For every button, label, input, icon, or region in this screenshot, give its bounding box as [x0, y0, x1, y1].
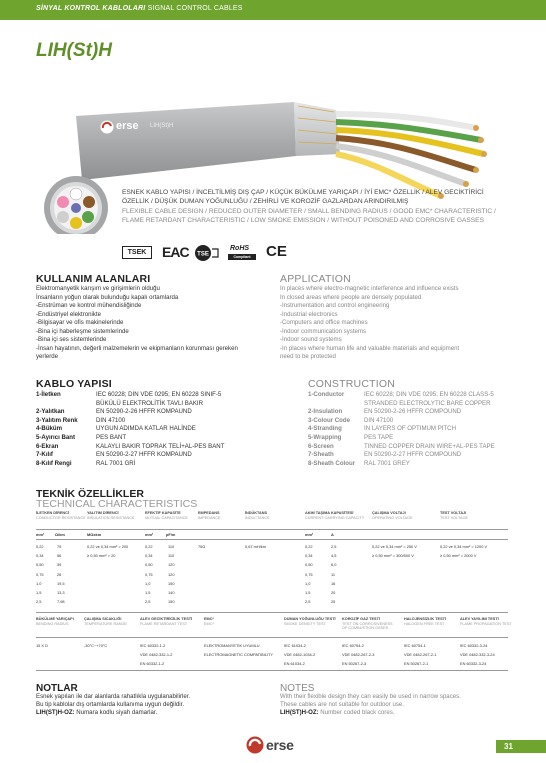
list-item: In places where electro-magnetic interference and influence exists [280, 285, 459, 292]
construction-table-en [308, 391, 538, 468]
table-row [308, 408, 538, 417]
row-key [308, 400, 364, 409]
table-row [308, 434, 538, 443]
row-key: 3-Yalıtım Renk [36, 416, 78, 424]
table-divider [36, 612, 508, 613]
list-item: -Bilgisayar ve ofis makinelerinde [36, 319, 124, 326]
notes-tr [36, 693, 272, 718]
construction-title-en: CONSTRUCTION [308, 378, 395, 390]
list-item: -İnsan hayatının, değerli malzemelerin ve ekipmanların korunması gereken [36, 344, 238, 352]
unit-cell: MΩxkm [87, 532, 102, 537]
row-key: 7-Sheath [308, 451, 334, 459]
table-cell: 120 [168, 571, 175, 577]
test-voltage-cell: ≥ 0,50 mm² = 2000 V [440, 553, 477, 558]
row-value: IEC 60228; DIN VDE 0295; EN 60228 CLASS-5 [364, 391, 494, 398]
table-cell: 0,50 [305, 562, 313, 568]
table-divider [36, 529, 508, 530]
row-value: IN LAYERS OF OPTIMUM PITCH [364, 425, 456, 433]
table-cell: 7,98 [57, 599, 65, 605]
notes-title-en: NOTES [280, 683, 315, 694]
th-capacitance: EFEKTİF KAPASİTE MUTUAL CAPACITANCE [145, 511, 188, 520]
row-value: IEC 60228; DIN VDE 0295; EN 60228 SINIF-5 [96, 391, 222, 398]
table-cell: 0,34 [305, 553, 313, 559]
table-cell: 0,22 [145, 544, 153, 549]
table-row [36, 400, 286, 409]
table-divider [36, 670, 508, 671]
row-key: 6-Ekran [36, 442, 59, 450]
table-cell: 39 [57, 562, 62, 568]
note-line: These cables are not suitable for outdoor use. [280, 701, 404, 709]
row-value: RAL 7001 GREY [364, 459, 410, 467]
halogen-cell: IEC 60754-1 [404, 643, 426, 648]
row-value: STRANDED ELECTROLYTIC BARE COPPER [364, 399, 491, 407]
row-key: 1-Conductor [308, 391, 345, 398]
list-item: -Indoor sound systems [280, 336, 342, 343]
list-item: -In places where human life and valuable materials and equipment [280, 344, 460, 352]
flame-cell: EN 60332-1-2 [140, 661, 165, 666]
table-cell: 0,34 [145, 553, 153, 559]
tse-mark [194, 244, 220, 262]
list-item: Elektromanyetik karışım ve girişimlerin olduğu [36, 285, 160, 292]
table-row [308, 425, 538, 434]
row-value: EN 50290-2-27 HFFR COMPOUND [364, 451, 462, 459]
row-value: EN 50290-2-27 HFFR KOMPAUND [96, 451, 192, 459]
th-flame: ALEV GECİKTİRİCİLİK TESTİ FLAME RETARDANT TEST [140, 617, 193, 626]
table-cell: 11 [331, 571, 336, 577]
row-key: 2-Insulation [308, 408, 343, 416]
flame-cell: VDE 0482-332-1-2 [140, 652, 173, 657]
flame-cell: IEC 60332-1-2 [140, 643, 166, 648]
table-row [36, 417, 286, 426]
halogen-cell: VDE 0482-267-2-1 [404, 652, 437, 657]
propagation-cell: EN 60332-3-24 [460, 661, 487, 666]
table-cell: 4,5 [331, 553, 337, 559]
insulation-cell: 0,22 ve 0,34 mm² > 200 [87, 544, 129, 549]
table-row [36, 451, 286, 460]
erse-logo-icon [100, 120, 114, 134]
table-row [308, 391, 538, 400]
table-row [308, 417, 538, 426]
rohs-mark [228, 244, 256, 262]
table-cell: 1,5 [36, 590, 42, 595]
sheath-print: LIH(St)H [150, 123, 174, 129]
list-item: -Industrial electronics [280, 310, 338, 318]
insulation-cell: ≥ 0,50 mm² > 20 [87, 553, 116, 558]
desc-en-2: FLAME RETARDANT CHARACTERISTIC / LOW SMOKE EMISSION / WITHOUT POISONED AND CORROSIVE GASSES [122, 216, 484, 224]
row-key: 4-Stranding [308, 425, 342, 433]
tech-title-en: TECHNICAL CHARACTERISTICS [36, 498, 198, 510]
row-value: BÜKÜLÜ ELEKTROLİTİK TAVLI BAKIR [96, 399, 204, 407]
table-cell: 0,50 [145, 562, 153, 568]
list-item: İnsanların yoğun olarak bulunduğu kapalı ortamlarda [36, 293, 179, 301]
table-cell: 1,5 [145, 590, 151, 595]
ce-mark: CE [266, 243, 287, 260]
row-key: 2-Yalıtkan [36, 408, 65, 416]
th-smoke: DUMAN YOĞUNLUĞU TESTİ SMOKE DENSITY TEST [284, 617, 336, 626]
table-cell: 140 [168, 590, 175, 595]
table-cell: 19,5 [57, 580, 65, 586]
list-item: In closed areas where people are densely populated [280, 293, 422, 301]
unit-cell: mm² [145, 532, 154, 537]
table-cell: 25 [331, 599, 336, 605]
unit-cell: pF/m [166, 532, 176, 537]
note-line: With their flexible design they can easily be used in narrow spaces. [280, 693, 461, 700]
notes-en [280, 693, 520, 718]
table-cell: 1,0 [145, 580, 151, 586]
halogen-cell: EN 50267-2-1 [404, 661, 429, 666]
row-key: 5-Ayırıcı Bant [36, 433, 76, 441]
table-cell: 0,22 [36, 544, 44, 549]
smoke-cell: EN 61034-2 [284, 661, 305, 666]
op-voltage-cell: 0,22 ve 0,34 mm² = 250 V [372, 544, 417, 549]
unit-cell: mm² [36, 532, 45, 537]
page-number: 31 [504, 742, 513, 751]
note-line: LIH(ST)H-OZ: Number coded black cores. [280, 709, 395, 717]
row-key: 7-Kılıf [36, 451, 53, 459]
list-item: -Enstrüman ve kontrol mühendisliğinde [36, 302, 142, 309]
table-row [308, 443, 538, 452]
th-op-voltage: ÇALIŞMA VOLTAJI OPERATING VOLTAGE [372, 511, 413, 520]
list-item: -Indoor communication systems [280, 327, 367, 335]
table-cell: 6,0 [331, 562, 337, 568]
product-description [122, 188, 512, 225]
table-cell: 1,0 [305, 580, 311, 586]
row-value: EN 50290-2-26 HFFR COMPOUND [364, 408, 462, 416]
table-row [36, 425, 286, 434]
th-propagation: ALEV YAYILIMI TESTİ FLAME PROPAGATION TEST [460, 617, 512, 626]
list-item: -Bina içi haberleşme sistemlerinde [36, 327, 129, 335]
th-impedance: EMPEDANS IMPEDANCE [198, 511, 221, 520]
propagation-cell: IEC 60332-3-24 [460, 643, 488, 648]
table-cell: 0,50 [36, 562, 44, 568]
row-key: 8-Sheath Colour [308, 459, 356, 467]
propagation-cell: VDE 0482-332-3-24 [460, 652, 495, 657]
erse-logo-icon [246, 736, 264, 754]
desc-tr-2: ÖZELLİK / DÜŞÜK DUMAN YOĞUNLUĞU / ZEHİRLİ VE KOROZİF GAZLARDAN ARINDIRILMIŞ [122, 198, 409, 206]
tse-seal-icon [194, 244, 220, 262]
category-bar [0, 0, 546, 20]
th-bending: BÜKÜLME YARIÇAPI BENDING RADIUS [36, 617, 74, 626]
brand-name: erse [116, 120, 139, 132]
table-cell: 0,34 [36, 553, 44, 559]
list-item: yerlerde [36, 353, 59, 360]
construction-table-tr [36, 391, 286, 468]
table-cell: 26 [57, 571, 62, 577]
table-cell: 120 [168, 562, 175, 568]
table-cell: 2,5 [331, 544, 337, 549]
table-row [308, 460, 538, 469]
th-temperature: ÇALIŞMA SICAKLIĞI TEMPERATURE RANGE [84, 617, 127, 626]
desc-tr-1: ESNEK KABLO YAPISI / İNCELTİLMİŞ DIŞ ÇAP / KÜÇÜK BÜKÜLME YARIÇAPI / İYİ EMC* ÖZELLİK / ALEV GECİKTİRİCİ [122, 189, 484, 196]
table-cell: 0,75 [36, 571, 44, 577]
row-key: 3-Colour Code [308, 416, 350, 424]
row-key: 6-Screen [308, 442, 334, 450]
row-key: 5-Wrapping [308, 433, 342, 441]
table-divider [36, 539, 508, 540]
table-cell: 2,5 [305, 599, 311, 605]
list-item: -Bina içi ses sistemlerinde [36, 336, 107, 343]
tech-title [36, 489, 197, 509]
emc-cell: ELEKTROMANYETİK UYUMLU [204, 643, 260, 648]
list-item: -Endüstriyel elektronikte [36, 310, 102, 318]
list-item: -Computers and office machines [280, 319, 368, 326]
th-inductance: İNDÜKTANS INDUCTANCE [245, 511, 270, 520]
unit-cell: mm² [305, 532, 314, 537]
impedance-cell: 75Ω [198, 544, 206, 549]
table-row [36, 391, 286, 400]
corrosive-cell: IEC 60754-2 [342, 643, 364, 648]
corrosive-cell: VDE 0482-267-2-3 [342, 652, 375, 657]
note-line: Bu tip kablolar dış ortamlarda kullanıma uygun değildir. [36, 701, 185, 709]
certification-row [122, 244, 342, 264]
table-cell: 79 [57, 544, 62, 549]
table-divider [36, 637, 508, 638]
product-title: LIH(St)H [36, 40, 112, 61]
row-value: EN 50290-2-26 HFFR KOMPAUND [96, 408, 192, 416]
th-resistance: İLETKEN DİRENCİ CONDUCTOR RESISTANCE [36, 511, 86, 520]
smoke-cell: VDE 0482-1034-2 [284, 652, 316, 657]
table-cell: 13,3 [57, 590, 65, 595]
table-cell: 20 [331, 590, 336, 595]
smoke-cell: IEC 61034-2 [284, 643, 306, 648]
table-cell: 110 [168, 544, 175, 549]
op-voltage-cell: ≥ 0,50 mm² = 300/500 V [372, 553, 414, 558]
row-value: DIN 47100 [96, 416, 126, 424]
table-cell: 1,0 [36, 580, 42, 586]
row-value: TINNED COPPER DRAIN WIRE+AL-PES TAPE [364, 442, 495, 450]
usage-title-tr: KULLANIM ALANLARI [36, 273, 151, 285]
table-cell: 56 [57, 553, 62, 559]
footer-brand: erse [266, 737, 294, 753]
list-item: need to be protected [280, 353, 336, 360]
eac-mark: EAC [162, 244, 189, 260]
table-cell: 110 [168, 553, 175, 559]
th-halogen: HALOJENSİZLİK TESTİ HALOGEN FREE TEST [404, 617, 446, 626]
note-line: Esnek yapıları ile dar alanlarda rahatlıkla uygulanabilirler. [36, 693, 191, 700]
desc-en-1: FLEXIBLE CABLE DESIGN / REDUCED OUTER DIAMETER / SMALL BENDING RADIUS / GOOD EMC* CHARACTERISTIC / [122, 207, 496, 215]
usage-list-tr [36, 285, 276, 362]
th-insulation: YALITIM DİRENCİ INSULATION RESISTANCE [87, 511, 135, 520]
notes-title-tr: NOTLAR [36, 683, 78, 694]
th-emc: EMC* EMC* [204, 617, 214, 626]
temperature-cell: -30°C~+70°C [84, 643, 108, 648]
bending-cell: 15 X D [36, 643, 48, 648]
th-corrosive: KOROZİF GAZ TESTİ TEST ON CORROSIVENESS OF COMBUSTION GASES [342, 617, 393, 631]
table-cell: 0,75 [145, 571, 153, 577]
category-label: SİNYAL KONTROL KABLOLARI SIGNAL CONTROL CABLES [36, 5, 243, 12]
emc-cell: ELECTROMAGNETIC COMPATIBILITY [204, 652, 274, 657]
row-value: UYGUN ADIMDA KATLAR HALİNDE [96, 425, 196, 433]
table-cell: 0,22 [305, 544, 313, 549]
row-value: KALAYLI BAKIR TOPRAK TELİ+AL-PES BANT [96, 442, 225, 450]
table-cell: 1,5 [305, 590, 311, 595]
table-cell: 0,75 [305, 571, 313, 577]
table-row [36, 460, 286, 469]
usage-list-en [280, 285, 520, 362]
th-current: AKIM TAŞIMA KAPASİTESİ CURRENT CARRYING CAPACITY [305, 511, 365, 520]
row-key: 8-Kılıf Rengi [36, 459, 72, 467]
corrosive-cell: EN 50267-2-3 [342, 661, 367, 666]
tsek-mark: TSEK [122, 246, 152, 259]
rohs-label: RoHS [230, 245, 250, 252]
unit-cell: Ω/km [55, 532, 65, 537]
row-value: PES TAPE [364, 433, 394, 441]
row-value: RAL 7001 GRİ [96, 459, 136, 467]
row-key: 4-Büküm [36, 425, 63, 433]
table-row [36, 443, 286, 452]
th-test-voltage: TEST VOLTAJI TEST VOLTAGE [440, 511, 469, 520]
rohs-sub: Compliant [228, 254, 256, 260]
svg-text:TSE: TSE [197, 251, 209, 258]
table-cell: 150 [168, 580, 175, 586]
test-voltage-cell: 0,22 ve 0,34 mm² = 1200 V [440, 544, 488, 549]
usage-title-en: APPLICATION [280, 273, 351, 285]
table-row [36, 408, 286, 417]
table-row [36, 434, 286, 443]
unit-cell: A [331, 532, 334, 537]
row-key [36, 400, 96, 409]
table-row [308, 451, 538, 460]
row-value: DIN 47100 [364, 416, 394, 424]
construction-title-tr: KABLO YAPISI [36, 378, 112, 390]
list-item: -Instrumentation and control engineering [280, 302, 390, 309]
row-key: 1-İletken [36, 391, 61, 398]
note-line: LIH(ST)H-OZ: Numara kodlu siyah damarlar. [36, 709, 158, 717]
page-number-badge [496, 740, 546, 753]
table-row [308, 400, 538, 409]
row-value: PES BANT [96, 433, 127, 441]
table-cell: 150 [168, 599, 175, 605]
tech-title-tr: TEKNİK ÖZELLİKLER [36, 488, 144, 500]
footer-logo [246, 736, 316, 754]
table-cell: 2,5 [145, 599, 151, 605]
table-cell: 2,5 [36, 599, 42, 605]
table-cell: 16 [331, 580, 336, 586]
inductance-cell: 0,67 mH/km [245, 544, 266, 549]
